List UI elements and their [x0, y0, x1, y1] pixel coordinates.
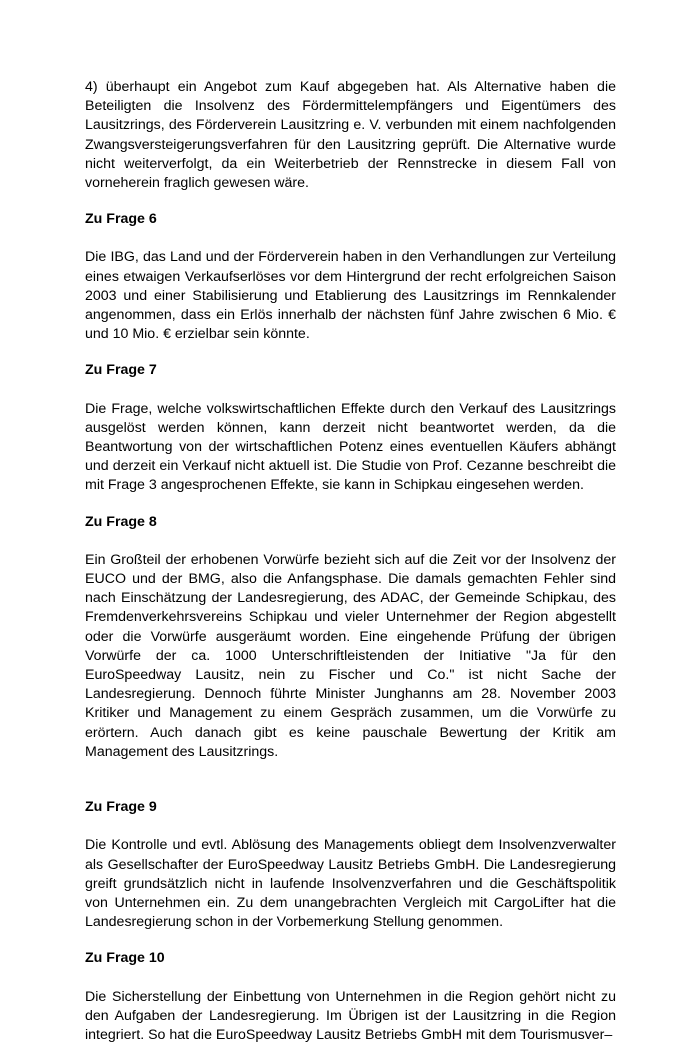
section-text-frage-6: Die IBG, das Land und der Förderverein haben in den Verhandlungen zur Verteilung eines etwaigen Verkaufserlöses vor dem Hintergrund der recht erfolgreichen Saison 2003 und einer Stabilisierung und Etablierung des Lausitzrings im Rennkalender angenommen, dass ein Erlös innerhalb der nächsten fünf Jahre zwischen 6 Mio. € und 10 Mio. € erzielbar sein könnte.	[85, 249, 616, 343]
section-text-frage-7: Die Frage, welche volkswirtschaftlichen Effekte durch den Verkauf des Lausitzrings ausgelöst werden können, kann derzeit nicht beantwortet werden, da die Beantwortung von der wirtschaftlichen Potenz eines eventuellen Käufers abhängt und derzeit ein Verkauf nicht aktuell ist. Die Studie von Prof. Cezanne beschreibt die mit Frage 3 angesprochenen Effekte, sie kann in Schipkau eingesehen werden.	[85, 400, 616, 494]
intro-paragraph: 4) überhaupt ein Angebot zum Kauf abgegeben hat. Als Alternative haben die Beteiligten die Insolvenz des Fördermittelempfängers und Eigentümers des Lausitzrings, des Förderverein Lausitzring e. V. verbunden mit einem nachfolgenden Zwangsversteigerungsverfahren für den Lausitzring geprüft. Die Alternative wurde nicht weiterverfolgt, da ein Weiterbetrieb der Rennstrecke in diesem Fall von vorneherein fraglich gewesen wäre.	[85, 79, 616, 192]
document-page	[85, 78, 616, 1045]
section-heading-frage-6: Zu Frage 6	[85, 211, 157, 228]
section-heading-frage-8: Zu Frage 8	[85, 513, 157, 530]
section-heading-frage-9: Zu Frage 9	[85, 799, 157, 816]
section-heading-frage-10: Zu Frage 10	[85, 950, 165, 967]
section-text-frage-8: Ein Großteil der erhobenen Vorwürfe bezieht sich auf die Zeit vor der Insolvenz der EUCO und der BMG, also die Anfangsphase. Die damals gemachten Fehler sind nach Einschätzung der Landesregierung, des ADAC, der Gemeinde Schipkau, des Fremdenverkehrsvereins Schipkau und vieler Unternehmer der Region abgestellt oder die Vorwürfe ausgeräumt worden. Eine eingehende Prüfung der übrigen Vorwürfe der ca. 1000 Unterschriftleistenden der Initiative "Ja für den EuroSpeedway Lausitz, nein zu Fischer und Co." ist nicht Sache der Landesregierung. Dennoch führte Minister Junghanns am 28. November 2003 Kritiker und Management zu einem Gespräch zusammen, um die Vorwürfe zu erörtern. Auch danach gibt es keine pauschale Bewertung der Kritik am Management des Lausitzrings.	[85, 551, 616, 760]
section-heading-frage-7: Zu Frage 7	[85, 362, 157, 379]
section-text-frage-9: Die Kontrolle und evtl. Ablösung des Managements obliegt dem Insolvenzverwalter als Gesellschafter der EuroSpeedway Lausitz Betriebs GmbH. Die Landesregierung greift grundsätzlich nicht in laufende Insolvenzverfahren und die Geschäftspolitik von Unternehmen ein. Zu dem unangebrachten Vergleich mit CargoLifter hat die Landesregierung schon in der Vorbemerkung Stellung genommen.	[85, 837, 616, 931]
section-text-frage-10: Die Sicherstellung der Einbettung von Unternehmen in die Region gehört nicht zu den Aufgaben der Landesregierung. Im Übrigen ist der Lausitzring in die Region integriert. So hat die EuroSpeedway Lausitz Betriebs GmbH mit dem Tourismusver–	[85, 988, 616, 1043]
